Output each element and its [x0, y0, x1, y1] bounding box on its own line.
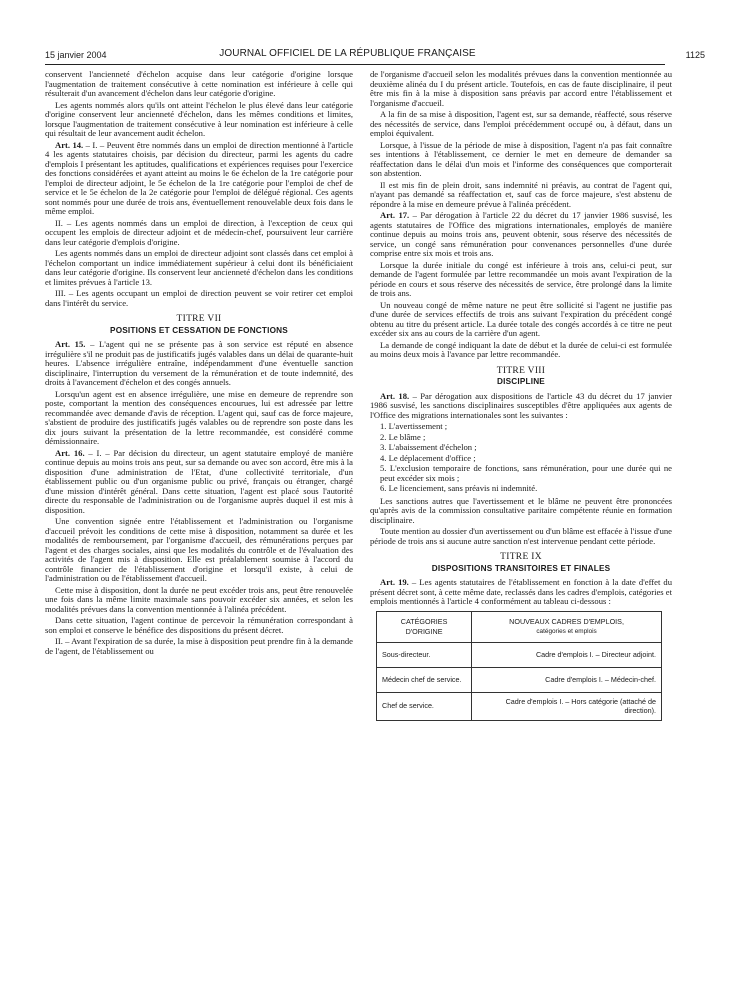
paragraph: Dans cette situation, l'agent continue de percevoir la rémunération correspondant à son emploi et conserve le bénéfice des dispositions du présent décret. [45, 615, 353, 635]
left-column [45, 70, 353, 658]
table-header-new-sub: catégories et emplois [536, 627, 597, 635]
right-column [370, 70, 672, 721]
table-cell-origin: Chef de service. [377, 692, 472, 720]
page-header [45, 48, 705, 64]
header-page-number: 1125 [685, 50, 705, 60]
header-rule [45, 64, 665, 65]
section-title: TITRE IX [500, 552, 542, 562]
table-header-row [377, 611, 662, 642]
article-label: Art. 18. [380, 390, 410, 401]
section-title: TITRE VIII [496, 365, 546, 376]
table-header-new-label: NOUVEAUX CADRES D'EMPLOIS, [509, 617, 624, 626]
article-text: – I. – Peuvent être nommés dans un emploi de direction mentionné à l'article 4 les agents statutaires choisis, par décision du directeur, parmi les agents du cadre d'emplois I présentant les aptitudes, qualifications et expériences requises pour l'exercice des fonctions considérées et ayant atteint au moins le 6e échelon de la 1re catégorie pour l'emploi de directeur adjoint, le 5e échelon de la 1re catégorie pour l'emploi de chef de service et le 5e échelon de la 2e catégorie pour l'emploi de délégué régional. Ces agents sont nommés pour une durée de trois ans, éventuellement renouvelable deux fois dans le même emploi. [45, 139, 354, 216]
sanctions-list [370, 422, 672, 494]
table-cell-new: Cadre d'emplois I. – Hors catégorie (attaché de direction). [472, 692, 662, 720]
paragraph: Une convention signée entre l'établissement et l'administration ou l'organisme d'accueil prévoit les conditions de cette mise à disposition, notamment sa durée et les modalités de remboursement, par l'organisme d'accueil, des rémunérations perçues par l'agent et des charges sociales, ainsi que les modalités du contrôle et de l'évaluation des activités de l'agent mis à disposition. Elle est préalablement soumise à l'accord du contrôle financier de l'établissement d'origine et lorsqu'il existe, à celui de l'administration ou de l'établissement d'accueil. [45, 516, 353, 583]
article-text: – Par dérogation aux dispositions de l'article 43 du décret du 17 janvier 1986 susvisé, les sanctions disciplinaires susceptibles d'être appliquées aux agents de l'Office des migrations internationales sont les suivantes : [370, 390, 672, 420]
paragraph: Cette mise à disposition, dont la durée ne peut excéder trois ans, peut être renouvelée une fois dans la même limite maximale sans pouvoir excéder six années, et selon les modalités prévues dans la convention mentionnée à l'alinéa précédent. [45, 584, 353, 614]
section-subtitle: DISCIPLINE [497, 377, 545, 386]
list-item: 6. Le licenciement, sans préavis ni indemnité. [380, 483, 538, 493]
paragraph: conservent l'ancienneté d'échelon acquise dans leur catégorie d'origine lorsque l'augmentation de traitement consécutive à cette nomination est inférieure à celle qui résulterait d'un avancement d'échelon dans leur catégorie d'origine. [45, 69, 353, 98]
article-19 [370, 578, 672, 607]
paragraph: Toute mention au dossier d'un avertissement ou d'un blâme est effacée à l'issue d'une période de trois ans si aucune autre sanction n'est intervenue pendant cette période. [370, 526, 672, 546]
paragraph: Un nouveau congé de même nature ne peut être sollicité si l'agent ne justifie pas d'une durée de services effectifs de trois ans suivant l'expiration du précédent congé obtenu au titre du présent article. La durée totale des congés accordés à ce titre ne peut excéder six ans au cours de la carrière d'un agent. [370, 299, 672, 338]
article-text: – I. – Par décision du directeur, un agent statutaire employé de manière continue depuis au moins trois ans peut, sur sa demande ou avec son accord, être mis à la disposition d'une administration de l'Etat, d'une collectivité territoriale, d'un établissement public ou d'un organisme public ou privé, français ou étranger, chargé d'une mission d'intérêt général. Dans cette situation, l'agent est placé sous l'autorité directe du responsable de l'administration ou de l'organisme auprès duquel il est mis à disposition. [45, 447, 354, 515]
reclassification-table [376, 611, 662, 721]
section-title: TITRE VII [176, 314, 222, 324]
paragraph: II. – Les agents nommés dans un emploi de direction, à l'exception de ceux qui occupent les emplois de directeur adjoint et de médecin-chef, poursuivent leur carrière dans leur catégorie d'emplois d'origine. [45, 217, 353, 247]
article-15 [45, 340, 353, 388]
article-label: Art. 19. [380, 577, 409, 587]
article-label: Art. 17. [380, 210, 410, 220]
article-label: Art. 14. [55, 139, 84, 150]
list-item: 3. L'abaissement d'échelon ; [380, 442, 477, 452]
list-item: 1. L'avertissement ; [380, 421, 448, 431]
paragraph: Les agents nommés dans un emploi de directeur adjoint sont classés dans cet emploi à l'échelon comportant un indice immédiatement supérieur à celui dont ils bénéficiaient dans leur catégorie d'origine. Ils conservent leur ancienneté d'échelon dans les conditions et limites prévues à l'article 13. [45, 248, 353, 287]
article-text: – Les agents statutaires de l'établissement en fonction à la date d'effet du présent décret sont, à cette même date, reclassés dans les cadres d'emplois, catégories et emplois mentionnés à l'article 4 conformément au tableau ci-dessous : [370, 577, 673, 606]
list-item: 2. Le blâme ; [380, 431, 426, 442]
paragraph: A la fin de sa mise à disposition, l'agent est, sur sa demande, réaffecté, sous réserve des nécessités de service, dans l'emploi précédemment occupé ou, à défaut, dans un emploi équivalent. [370, 109, 672, 138]
table-row [377, 692, 662, 720]
list-item: 4. Le déplacement d'office ; [380, 452, 476, 463]
list-item: 5. L'exclusion temporaire de fonctions, sans rémunération, pour une durée qui ne peut excéder six mois ; [380, 463, 672, 483]
paragraph: Les agents nommés alors qu'ils ont atteint l'échelon le plus élevé dans leur catégorie d'origine conservent leur ancienneté d'échelon, dans les mêmes conditions et limites, lorsque l'augmentation de traitement consécutive à leur nomination est inférieure à celle qui résultait de leur avancement audit échelon. [45, 99, 353, 138]
table-cell-origin: Médecin chef de service. [377, 667, 472, 692]
article-14 [45, 141, 353, 217]
article-18 [370, 392, 672, 421]
paragraph: Lorsque la durée initiale du congé est inférieure à trois ans, celui-ci peut, sur demande de l'agent formulée par lettre recommandée un mois avant l'expiration de la période en cours et sous réserve des nécessités de service, être prolongé dans la limite de trois ans. [370, 259, 672, 298]
paragraph: II. – Avant l'expiration de sa durée, la mise à disposition peut prendre fin à la demande de l'agent, de l'établissement ou [45, 636, 353, 656]
paragraph: Il est mis fin de plein droit, sans indemnité ni préavis, au contrat de l'agent qui, n'ayant pas demandé sa réaffectation et, sauf cas de force majeure, s'est abstenu de répondre à la mise en demeure prévue à l'alinéa précédent. [370, 179, 672, 209]
section-subtitle: POSITIONS ET CESSATION DE FONCTIONS [110, 325, 288, 335]
table-cell-new: Cadre d'emplois I. – Médecin-chef. [472, 667, 662, 692]
paragraph: III. – Les agents occupant un emploi de direction peuvent se voir retirer cet emploi dans l'intérêt du service. [45, 288, 353, 308]
article-17 [370, 211, 672, 259]
header-journal-title: JOURNAL OFFICIEL DE LA RÉPUBLIQUE FRANÇAISE [219, 48, 476, 59]
article-label: Art. 16. [55, 447, 85, 458]
paragraph: Les sanctions autres que l'avertissement et le blâme ne peuvent être prononcées qu'après avis de la commission consultative paritaire compétente réunie en formation disciplinaire. [370, 495, 672, 525]
article-16 [45, 449, 353, 516]
paragraph: de l'organisme d'accueil selon les modalités prévues dans la convention mentionnée au deuxième alinéa du I du présent article. Toutefois, en cas de faute disciplinaire, il peut être mis fin à la mise à disposition sans préavis par accord entre l'établissement et l'organisme d'accueil. [370, 69, 672, 108]
section-subtitle: DISPOSITIONS TRANSITOIRES ET FINALES [431, 563, 611, 573]
table-header-new [472, 611, 662, 642]
article-text: – L'agent qui ne se présente pas à son service est réputé en absence irrégulière s'il ne produit pas de justificatifs jugés valables dans un délai de quarante-huit heures. L'absence irrégulière entraîne, indépendamment d'une éventuelle sanction disciplinaire, l'interruption du versement de la rémunération et de toute indemnité, des droits à l'avancement d'échelon et des congés annuels. [45, 339, 354, 387]
table-row [377, 667, 662, 692]
paragraph: Lorsque, à l'issue de la période de mise à disposition, l'agent n'a pas fait connaître ses intentions à l'établissement, ce dernier le met en demeure de demander sa réaffectation dans le délai d'un mois et l'informe des conséquences que comporterait son abstention. [370, 139, 672, 178]
header-date: 15 janvier 2004 [45, 50, 107, 60]
table-cell-new: Cadre d'emplois I. – Directeur adjoint. [472, 642, 662, 667]
paragraph: La demande de congé indiquant la date de début et la durée de celui-ci est formulée au moins deux mois à l'avance par lettre recommandée. [370, 339, 672, 359]
table-row [377, 642, 662, 667]
table-cell-origin: Sous-directeur. [377, 642, 472, 667]
table-header-origin: CATÉGORIES D'ORIGINE [377, 611, 472, 642]
paragraph: Lorsqu'un agent est en absence irrégulière, une mise en demeure de reprendre son poste, comportant la mention des conséquences encourues, lui est adressée par lettre recommandée avec demande d'avis de réception. L'agent qui, sauf cas de force majeure, s'abstient de produire des justificatifs jugés valables ou de reprendre son poste dans les dix jours suivant la présentation de la lettre recommandée, est considéré comme démissionnaire. [45, 388, 353, 446]
article-text: – Par dérogation à l'article 22 du décret du 17 janvier 1986 susvisé, les agents statutaires de l'Office des migrations internationales, employés de manière continue depuis au moins trois ans, peuvent obtenir, sous réserve des nécessités de service, un congé sans rémunération pour convenances personnelles d'une durée comprise entre six mois et trois ans. [370, 210, 673, 258]
article-label: Art. 15. [55, 339, 86, 349]
